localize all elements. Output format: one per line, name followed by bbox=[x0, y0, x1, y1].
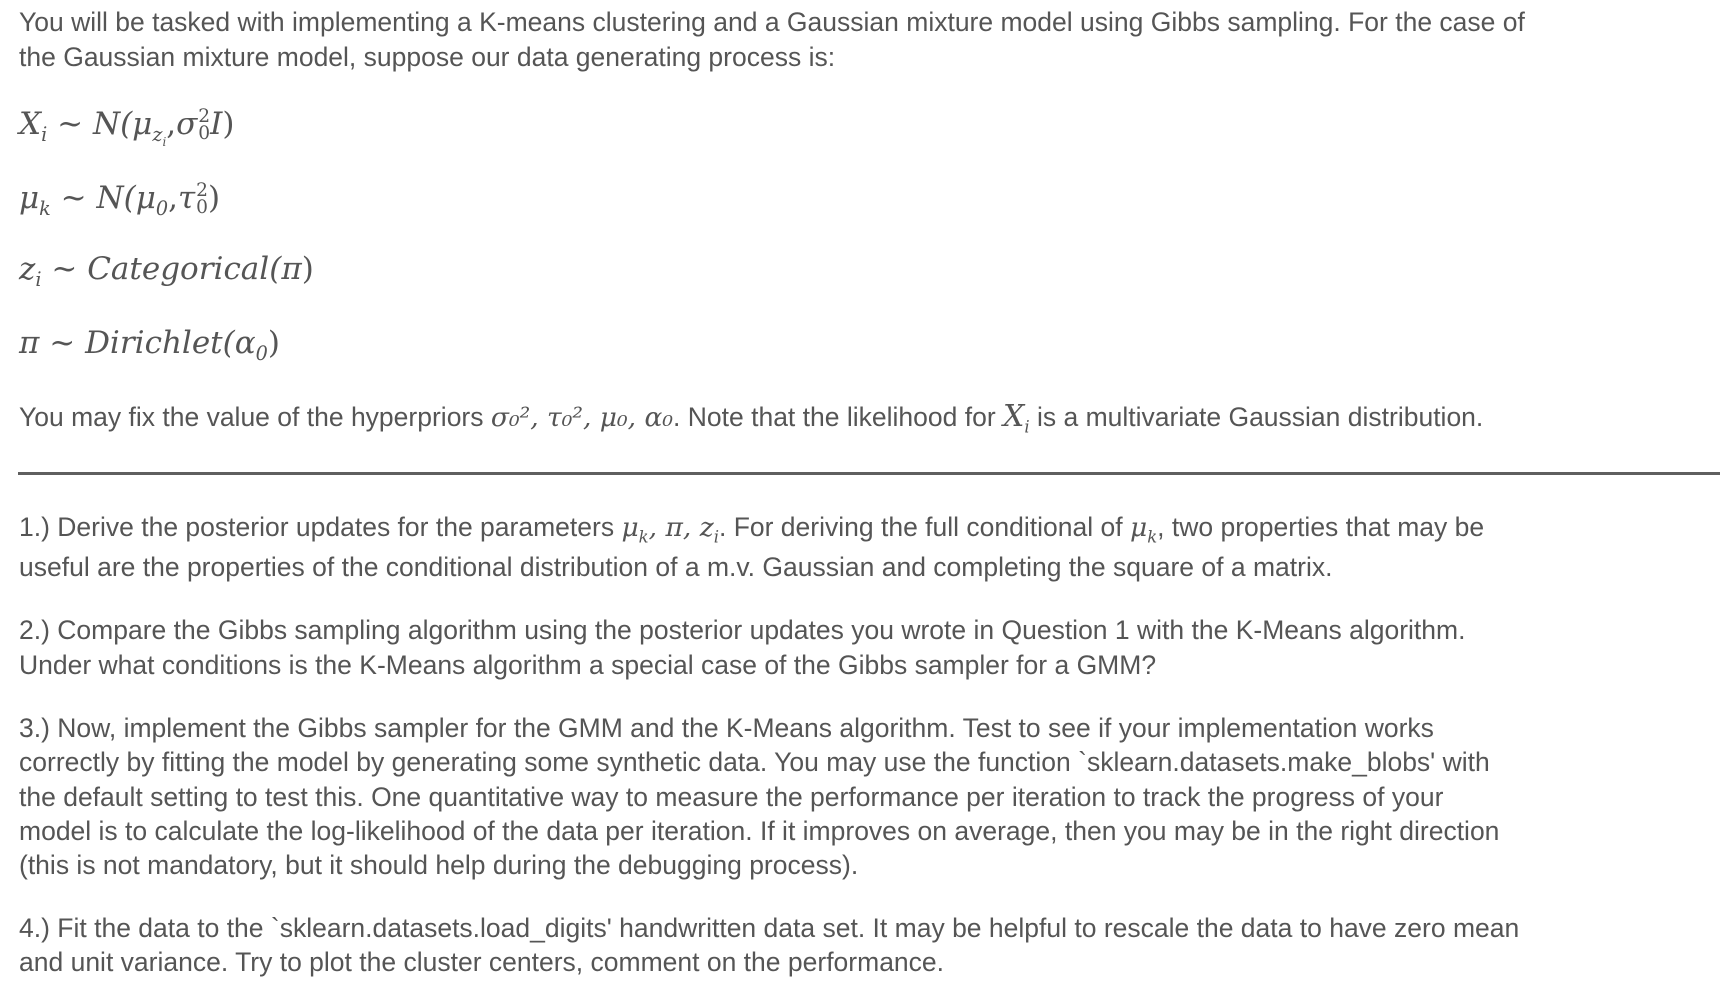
eq-symbol: X bbox=[19, 106, 42, 142]
horizontal-divider bbox=[18, 472, 1720, 475]
eq-close: ) bbox=[222, 106, 235, 142]
eq-fn: N( bbox=[96, 180, 136, 216]
text: is a multivariate Gaussian distribution. bbox=[1029, 402, 1484, 432]
eq-subsub: i bbox=[162, 135, 167, 150]
eq-close: ) bbox=[301, 251, 314, 287]
question-line: useful are the properties of the conditional distribution of a m.v. Gaussian and completing the square of a matrix. bbox=[19, 552, 1333, 582]
question-line: 4.) Fit the data to the `sklearn.datasets.load_digits' handwritten data set. It may be helpful to rescale the data to have zero mean bbox=[19, 913, 1520, 943]
eq-close: ) bbox=[207, 180, 221, 216]
eq-symbol: σ bbox=[176, 106, 198, 142]
eq-fn: N( bbox=[92, 106, 133, 142]
eq-symbol: μ bbox=[19, 180, 40, 216]
question-line bbox=[19, 510, 1484, 554]
eq-symbol: μ bbox=[132, 106, 153, 142]
eq-rel: ~ bbox=[51, 251, 78, 287]
math-inline: σ₀², τ₀², μ₀, α₀ bbox=[490, 402, 674, 433]
math-inline: μ bbox=[621, 512, 639, 543]
eq-comma: , bbox=[166, 106, 177, 142]
question-line: 3.) Now, implement the Gibbs sampler for the GMM and the K-Means algorithm. Test to see if your implementation works bbox=[19, 713, 1434, 743]
intro-line: the Gaussian mixture model, suppose our data generating process is: bbox=[19, 42, 836, 72]
intro-line: You will be tasked with implementing a K-means clustering and a Gaussian mixture model using Gibbs sampling. For the case of bbox=[19, 7, 1525, 37]
question-line: correctly by fitting the model by generating some synthetic data. You may use the function `sklearn.datasets.make_blobs' with bbox=[19, 747, 1490, 777]
eq-sub: i bbox=[35, 268, 42, 292]
eq-symbol: π bbox=[19, 325, 40, 361]
equation-x bbox=[19, 104, 235, 162]
question-line: model is to calculate the log-likelihood of the data per iteration. If it improves on average, then you may be in the right direction bbox=[19, 816, 1500, 846]
eq-symbol: I bbox=[210, 106, 223, 142]
eq-rel: ~ bbox=[60, 180, 87, 216]
equation-pi bbox=[19, 323, 280, 374]
equation-z bbox=[19, 249, 314, 300]
eq-close: ) bbox=[267, 325, 280, 361]
text: . For deriving the full conditional of bbox=[718, 512, 1130, 542]
eq-fn: Dirichlet( bbox=[85, 325, 235, 361]
text: , two properties that may be bbox=[1157, 512, 1485, 542]
eq-rel: ~ bbox=[57, 106, 84, 142]
math-inline: μ bbox=[1129, 512, 1148, 543]
question-line: and unit variance. Try to plot the cluster centers, comment on the performance. bbox=[19, 947, 945, 977]
eq-symbol: τ bbox=[177, 180, 196, 216]
eq-fn: Categorical( bbox=[87, 251, 282, 287]
text: 1.) Derive the posterior updates for the parameters bbox=[19, 512, 622, 542]
math-sub: k bbox=[638, 527, 649, 547]
math-inline: X bbox=[1003, 399, 1025, 434]
eq-sup: 2 bbox=[198, 105, 211, 127]
eq-symbol: μ bbox=[135, 180, 156, 216]
eq-comma: , bbox=[168, 180, 178, 216]
eq-sub: k bbox=[39, 197, 51, 221]
question-line: the default setting to test this. One quantitative way to measure the performance per iteration to track the progress of your bbox=[19, 782, 1444, 812]
equation-mu bbox=[19, 178, 220, 229]
eq-sub: 0 bbox=[155, 197, 169, 221]
text: . Note that the likelihood for bbox=[673, 402, 1004, 432]
math-sub: k bbox=[1147, 527, 1158, 547]
eq-symbol: π bbox=[281, 251, 302, 287]
math-sub: i bbox=[713, 527, 719, 547]
eq-rel: ~ bbox=[49, 325, 76, 361]
eq-sub: i bbox=[41, 123, 48, 147]
eq-sub: 0 bbox=[255, 342, 268, 366]
question-line: (this is not mandatory, but it should help during the debugging process). bbox=[19, 850, 859, 880]
eq-sub: 0 bbox=[198, 122, 211, 144]
math-inline: , π, z bbox=[648, 512, 714, 543]
hyperprior-paragraph bbox=[19, 400, 1483, 444]
eq-symbol: α bbox=[234, 325, 256, 361]
math-sub: i bbox=[1024, 417, 1030, 437]
text: You may fix the value of the hyperpriors bbox=[19, 402, 491, 432]
eq-sub: z bbox=[152, 123, 163, 147]
eq-symbol: z bbox=[19, 251, 36, 287]
question-line: 2.) Compare the Gibbs sampling algorithm using the posterior updates you wrote in Question 1 with the K-Means algorithm. bbox=[19, 615, 1466, 645]
eq-sup: 2 bbox=[196, 179, 208, 201]
question-line: Under what conditions is the K-Means algorithm a special case of the Gibbs sampler for a GMM? bbox=[19, 650, 1157, 680]
eq-sub: 0 bbox=[196, 196, 208, 218]
